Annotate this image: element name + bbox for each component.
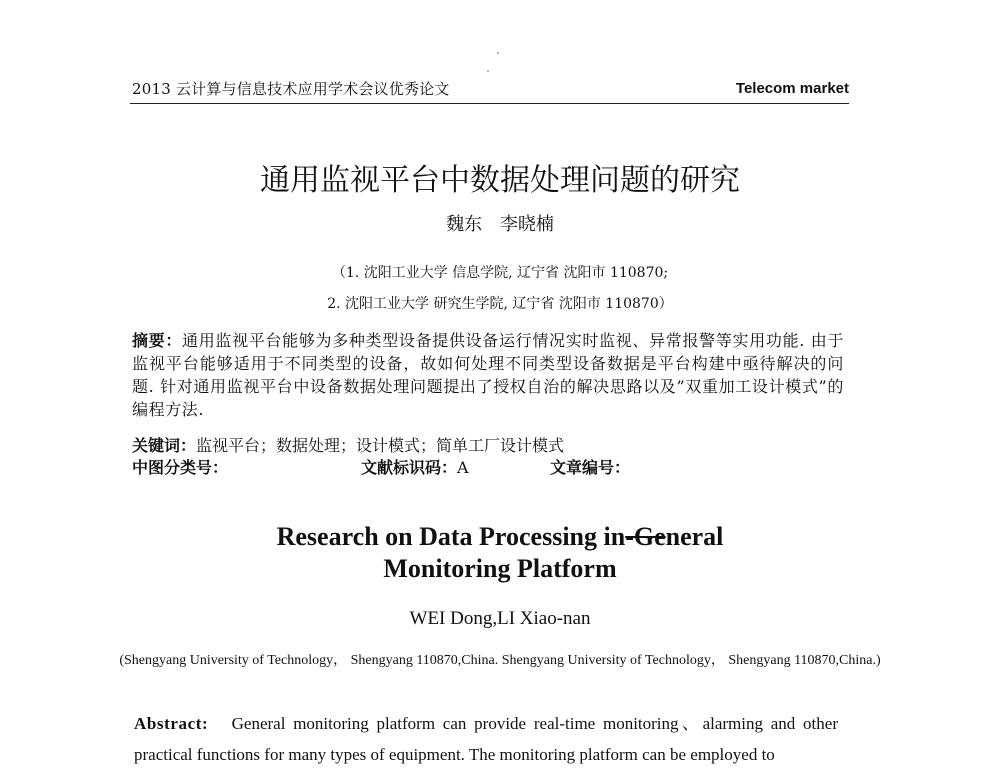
document-code (361, 455, 469, 478)
clc-number-label: 中图分类号： (132, 458, 229, 477)
chinese-keywords (132, 433, 564, 456)
header-rule (130, 103, 849, 104)
scan-speck (497, 52, 499, 54)
chinese-abstract-label: 摘要： (132, 331, 183, 350)
document-code-label: 文献标识码： (361, 458, 458, 477)
english-abstract (134, 708, 838, 770)
chinese-keywords-text: 监视平台；数据处理；设计模式；简单工厂设计模式 (196, 436, 565, 455)
english-authors: WEI Dong,LI Xiao-nan (409, 608, 591, 629)
running-header-conference: 2013 云计算与信息技术应用学术会议优秀论文 (132, 80, 450, 98)
chinese-abstract (132, 329, 844, 421)
document-code-value: A (457, 458, 469, 477)
english-abstract-text: General monitoring platform can provide real-time monitoring、alarming and other practical functions for many types of equipment. The monitoring platform can be employed to (134, 714, 838, 764)
running-header-journal: Telecom market (735, 80, 849, 97)
chinese-affiliation-1: （1. 沈阳工业大学 信息学院, 辽宁省 沈阳市 110870; (331, 265, 669, 281)
english-title-line-1: Research on Data Processing in-General (276, 522, 724, 551)
article-number-label: 文章编号： (550, 458, 631, 477)
english-affiliation: (Shengyang University of Technology， Shengyang 110870,China. Shengyang University of Technology， Shengyang 110870,China.) (119, 653, 881, 668)
english-title-line-2: Monitoring Platform (383, 554, 617, 583)
chinese-authors: 魏东 李晓楠 (446, 214, 554, 235)
english-title (0, 521, 1000, 585)
classification-row (132, 455, 844, 479)
chinese-abstract-text: 通用监视平台能够为多种类型设备提供设备运行情况实时监视、异常报警等实用功能. 由于监视平台能够适用于不同类型的设备，故如何处理不同类型设备数据是平台构建中亟待解决的问题. 针对通用监视平台中设备数据处理问题提出了授权自治的解决思路以及”双重加工设计模式”的编程方法. (132, 331, 844, 419)
chinese-keywords-label: 关键词： (132, 436, 197, 455)
chinese-affiliation-2: 2. 沈阳工业大学 研究生学院, 辽宁省 沈阳市 110870） (327, 296, 673, 312)
scan-speck (487, 70, 489, 72)
struck-through-text: -Ge (625, 522, 666, 551)
chinese-title: 通用监视平台中数据处理问题的研究 (260, 163, 740, 198)
english-abstract-label: Abstract: (134, 714, 209, 733)
